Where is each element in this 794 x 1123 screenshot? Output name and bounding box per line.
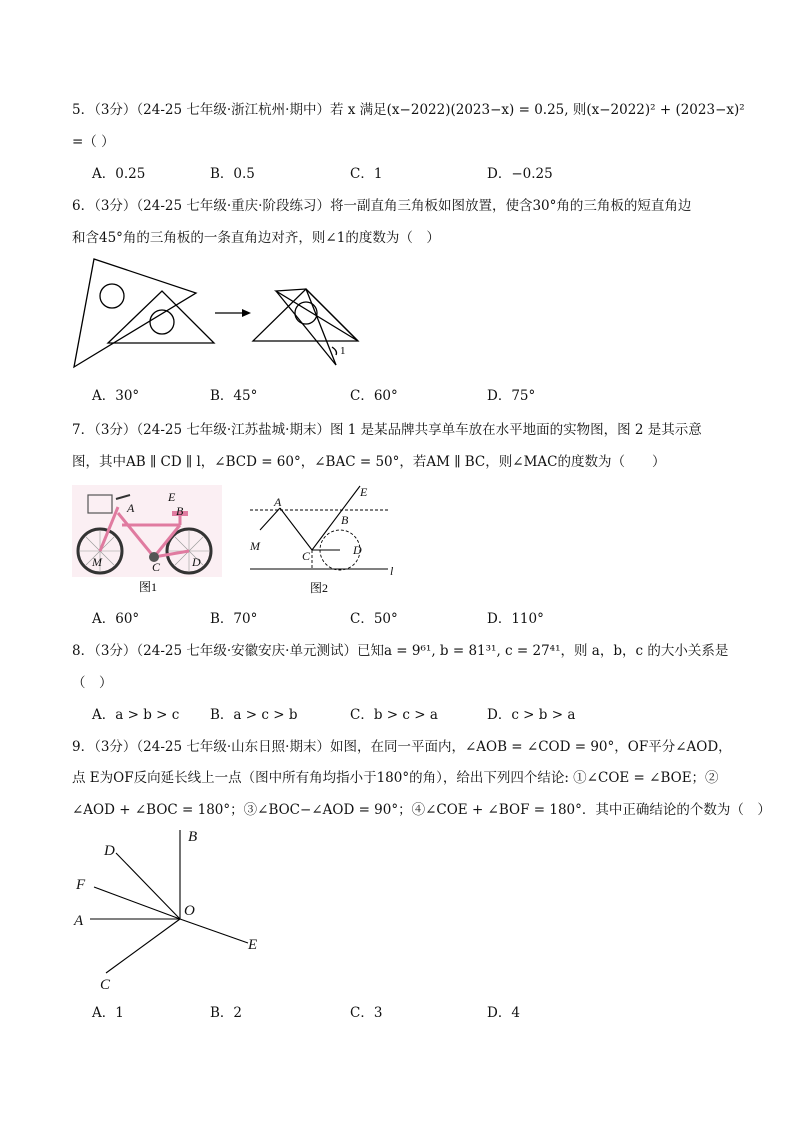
q7-diagram-label-l: l bbox=[390, 564, 394, 578]
q7-bicycle-figure bbox=[72, 485, 222, 595]
q9-option-b[interactable]: B．2 bbox=[210, 1005, 243, 1021]
q6-triangle-30-hole bbox=[100, 284, 124, 308]
q8-option-b[interactable]: B．a > c > b bbox=[210, 707, 298, 723]
q7-diagram-label-b: B bbox=[341, 513, 349, 527]
q6-figure bbox=[68, 255, 368, 370]
q7-diagram-label-a: A bbox=[274, 495, 282, 509]
q6-triangle-30 bbox=[74, 259, 196, 367]
q6-option-a[interactable]: A．30° bbox=[92, 388, 140, 404]
q7-diagram-figure bbox=[240, 480, 405, 598]
q7-bike-label-b: B bbox=[176, 504, 184, 518]
q9-figure bbox=[70, 825, 270, 995]
q6-combined-hole bbox=[295, 302, 317, 324]
q9-option-d[interactable]: D．4 bbox=[487, 1005, 520, 1021]
q7-bike-label-a: A bbox=[127, 501, 135, 515]
q9-label-e: E bbox=[248, 937, 258, 953]
q6-option-d[interactable]: D．75° bbox=[487, 388, 536, 404]
q7-diagram-label-d: D bbox=[353, 543, 362, 557]
q5-option-a[interactable]: A．0.25 bbox=[92, 166, 146, 182]
q9-ray-od bbox=[116, 853, 180, 919]
q9-line-1: 9．（3分）（24-25 七年级·山东日照·期末）如图，在同一平面内，∠AOB = ∠COD = 90°，OF平分∠AOD， bbox=[72, 739, 732, 755]
q7-bike-label-c: C bbox=[152, 560, 161, 574]
q9-ray-of bbox=[94, 887, 180, 919]
q5-line-2: =（ ） bbox=[72, 134, 115, 150]
q9-option-c[interactable]: C．3 bbox=[350, 1005, 383, 1021]
q6-line-2: 和含45°角的三角板的一条直角边对齐，则∠1的度数为（ ） bbox=[72, 230, 440, 246]
q7-fig2-caption: 图2 bbox=[310, 581, 329, 595]
q9-label-d: D bbox=[104, 843, 115, 859]
q7-option-a[interactable]: A．60° bbox=[92, 611, 140, 627]
q7-bike-label-d: D bbox=[192, 555, 201, 569]
q6-option-c[interactable]: C．60° bbox=[350, 388, 398, 404]
q7-diagram-label-c: C bbox=[302, 549, 311, 563]
q5-option-c[interactable]: C．1 bbox=[350, 166, 383, 182]
q5-option-d[interactable]: D．−0.25 bbox=[487, 166, 553, 182]
q7-option-c[interactable]: C．50° bbox=[350, 611, 398, 627]
q5-option-b[interactable]: B．0.5 bbox=[210, 166, 255, 182]
q6-angle-arc bbox=[332, 347, 337, 355]
q9-line-3: ∠AOD + ∠BOC = 180°；③∠BOC−∠AOD = 90°；④∠COE + ∠BOF = 180°．其中正确结论的个数为（ ） bbox=[72, 802, 771, 818]
q7-line-2: 图，其中AB ∥ CD ∥ l，∠BCD = 60°，∠BAC = 50°，若AM ∥ BC，则∠MAC的度数为（ ） bbox=[72, 454, 666, 470]
q7-bike-label-e: E bbox=[168, 490, 176, 504]
q7-option-b[interactable]: B．70° bbox=[210, 611, 258, 627]
q9-label-c: C bbox=[100, 977, 111, 993]
q6-angle-label: 1 bbox=[340, 345, 346, 357]
q7-option-d[interactable]: D．110° bbox=[487, 611, 544, 627]
q6-option-b[interactable]: B．45° bbox=[210, 388, 258, 404]
q8-option-c[interactable]: C．b > c > a bbox=[350, 707, 438, 723]
q6-combined-triangle-45 bbox=[253, 289, 358, 341]
q8-line-2: （ ） bbox=[72, 675, 113, 691]
q7-segment-ac bbox=[280, 508, 312, 550]
q7-segment-ce bbox=[312, 486, 360, 550]
q7-segment-ma bbox=[260, 508, 280, 530]
q6-arrow-head bbox=[242, 309, 251, 317]
q8-option-d[interactable]: D．c > b > a bbox=[487, 707, 576, 723]
q7-diagram-label-e: E bbox=[360, 485, 368, 499]
q9-label-a: A bbox=[74, 913, 84, 929]
q9-label-f: F bbox=[76, 877, 86, 893]
q8-option-a[interactable]: A．a > b > c bbox=[92, 707, 180, 723]
q5-line-1: 5．（3分）（24-25 七年级·浙江杭州·期中）若 x 满足(x−2022)(2023−x) = 0.25, 则(x−2022)² + (2023−x)² bbox=[72, 102, 745, 118]
q9-label-b: B bbox=[188, 829, 198, 845]
q8-line-1: 8．（3分）（24-25 七年级·安徽安庆·单元测试）已知a = 9⁶¹, b = 81³¹, c = 27⁴¹，则 a，b，c 的大小关系是 bbox=[72, 643, 729, 659]
q7-diagram-label-m: M bbox=[250, 539, 260, 553]
q9-option-a[interactable]: A．1 bbox=[92, 1005, 124, 1021]
q7-bike-label-m: M bbox=[92, 555, 102, 569]
q7-line-1: 7．（3分）（24-25 七年级·江苏盐城·期末）图 1 是某品牌共享单车放在水平地面的实物图，图 2 是其示意 bbox=[72, 422, 702, 438]
q7-fig1-caption: 图1 bbox=[139, 580, 158, 594]
q9-line-2: 点 E为OF反向延长线上一点（图中所有角均指小于180°的角），给出下列四个结论: ①∠COE = ∠BOE；② bbox=[72, 770, 719, 786]
q6-line-1: 6．（3分）（24-25 七年级·重庆·阶段练习）将一副直角三角板如图放置，使含30°角的三角板的短直角边 bbox=[72, 198, 692, 214]
q9-ray-oc bbox=[106, 919, 180, 973]
q9-ray-oe bbox=[180, 919, 248, 943]
q6-combined-triangle-30-edge bbox=[306, 289, 336, 365]
q9-label-o: O bbox=[184, 903, 195, 919]
